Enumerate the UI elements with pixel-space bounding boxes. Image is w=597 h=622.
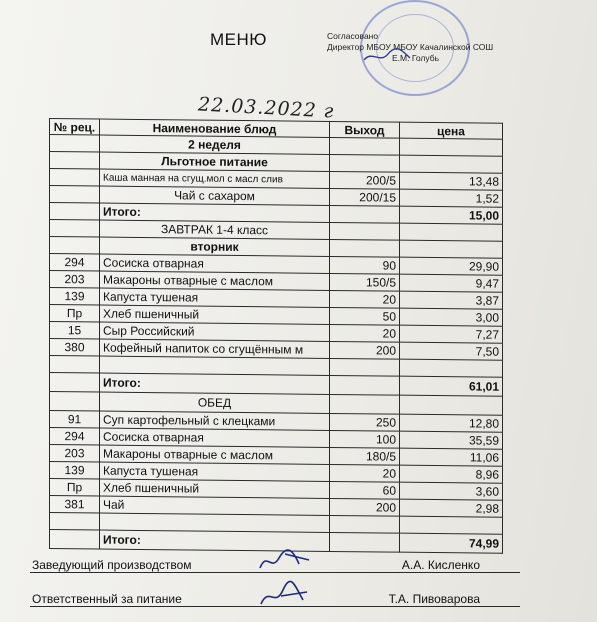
dish-portion: 100 [330,430,400,448]
dish-name: Сыр Российский [100,322,330,341]
responsible-name: Т.А. Пивоварова [388,592,480,606]
benefit-section-label: Льготное питание [100,152,330,171]
dish-portion: 50 [330,307,400,325]
dish-price: 13,48 [400,172,503,190]
dish-name: Сосиска отварная [100,254,330,273]
total-label: Итого: [100,203,330,222]
dish-portion: 200/15 [330,188,400,206]
recipe-number: 15 [50,322,100,340]
dish-price: 2,98 [400,499,503,517]
responsible-label: Ответственный за питание [32,592,182,606]
recipe-number: 380 [50,339,100,357]
dish-name: Чай с сахаром [100,186,330,205]
dish-portion: 250 [330,413,400,431]
dish-price: 7,27 [400,325,503,343]
dish-price: 1,52 [400,189,503,207]
total-value: 15,00 [400,206,503,224]
recipe-number: 381 [50,496,100,514]
dish-price: 8,96 [400,465,503,483]
menu-date: 22.03.2022 г [197,93,335,123]
recipe-number: 203 [50,271,100,289]
dish-name: Капуста тушеная [100,462,330,481]
dish-price: 3,60 [400,482,503,500]
total-value: 74,99 [400,533,503,553]
dish-portion: 20 [330,290,400,308]
col-price: цена [400,122,503,139]
manager-signature [255,546,315,576]
recipe-number: Пр [50,479,100,497]
dish-portion: 60 [330,481,400,499]
page-title: МЕНЮ [210,30,267,49]
recipe-number: 139 [50,462,100,480]
total-label: Итого: [100,373,330,394]
dish-name: Сосиска отварная [100,428,330,447]
total-value: 61,01 [400,376,503,396]
dish-name: Хлеб пшеничный [100,305,330,324]
dish-name: Суп картофельный с клецками [100,411,330,430]
responsible-signature [255,580,315,610]
dish-portion: 200/5 [330,171,400,189]
col-recipe-number: № рец. [50,119,100,136]
dish-portion: 180/5 [330,447,400,465]
day-label: вторник [100,237,330,256]
approval-line-2: Директор МБОУ МБОУ Качалинской СОШ [327,42,494,52]
lunch-section-label: ОБЕД [100,392,330,413]
breakfast-section-label: ЗАВТРАК 1-4 класс [100,220,330,239]
manager-label: Заведующий производством [32,558,192,572]
dish-name: Макароны отварные с маслом [100,445,330,464]
dish-price: 35,59 [400,431,503,449]
dish-portion: 200 [330,341,400,359]
approval-line-3: Е.М. Голубь [392,53,440,63]
dish-portion: 20 [330,464,400,482]
menu-table [49,118,503,554]
responsible-signature-line [30,590,520,607]
recipe-number: 139 [50,288,100,306]
dish-name: Каша манная на сгущ.мол с масл слив [100,169,330,188]
col-portion: Выход [330,121,400,138]
dish-price: 29,90 [400,257,503,275]
dish-name: Чай [100,496,330,515]
week-label: 2 неделя [100,135,330,154]
director-signature [362,46,412,66]
col-dish-name: Наименование блюд [100,119,330,137]
recipe-number: 294 [50,254,100,272]
dish-price: 12,80 [400,414,503,432]
recipe-number: Пр [50,305,100,323]
dish-price: 3,87 [400,291,503,309]
recipe-number: 91 [50,411,100,429]
dish-name: Капуста тушеная [100,288,330,307]
dish-price: 9,47 [400,274,503,292]
dish-price: 7,50 [400,342,503,360]
dish-portion: 150/5 [330,273,400,291]
total-label: Итого: [100,530,330,551]
dish-price: 11,06 [400,448,503,466]
recipe-number: 203 [50,445,100,463]
dish-price: 3,00 [400,308,503,326]
recipe-number: 294 [50,428,100,446]
dish-name: Кофейный напиток со сгущённым м [100,339,330,358]
dish-portion: 200 [330,498,400,516]
approval-line-1: Согласовано [327,31,379,41]
dish-name: Хлеб пшеничный [100,479,330,498]
dish-portion: 20 [330,324,400,342]
dish-portion: 90 [330,256,400,274]
manager-name: А.А. Кисленко [401,558,480,572]
dish-name: Макароны отварные с маслом [100,271,330,290]
manager-signature-line [30,556,520,573]
